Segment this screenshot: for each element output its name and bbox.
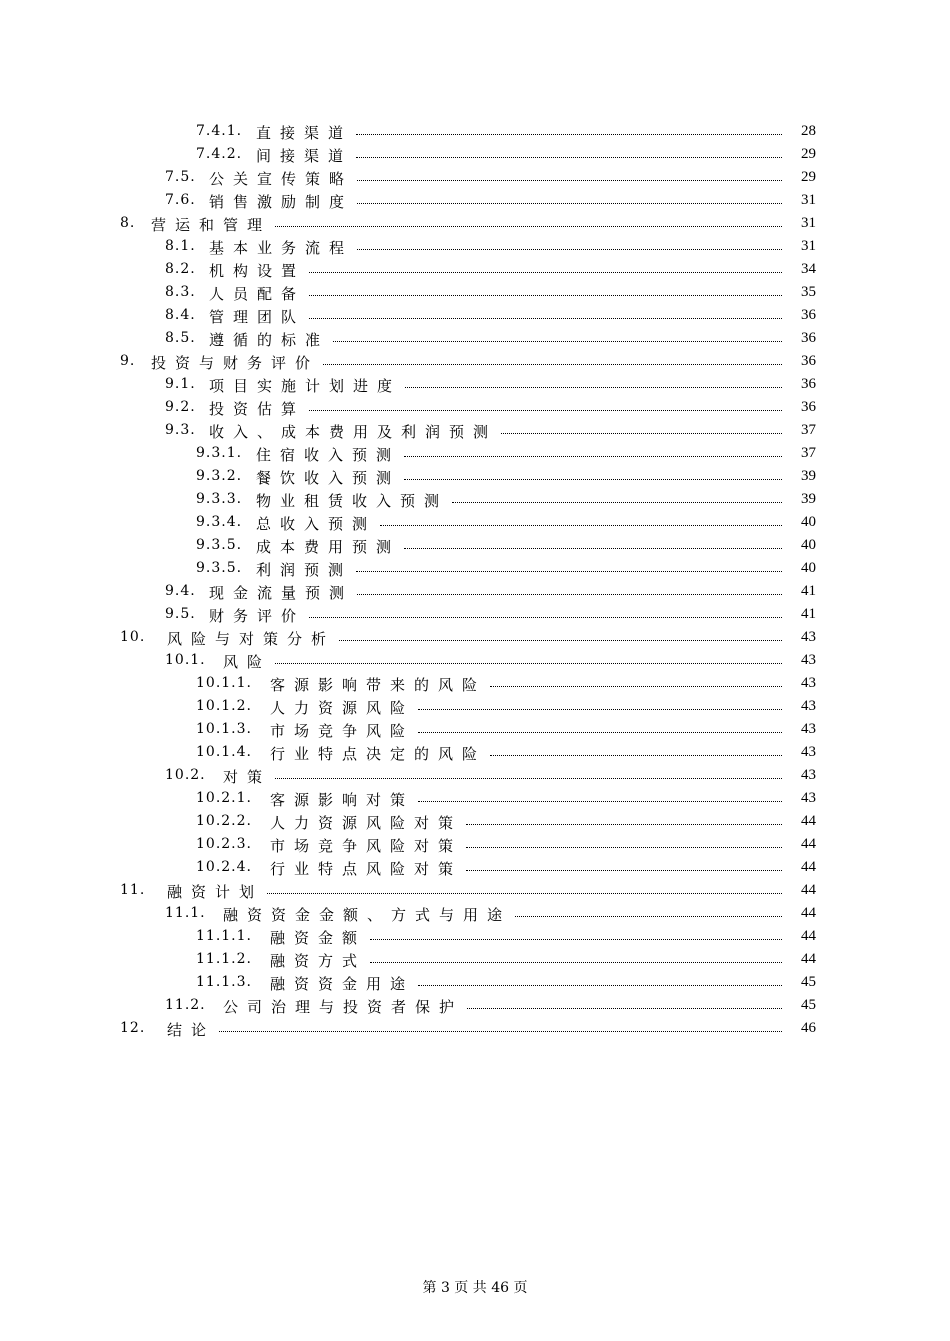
toc-entry[interactable] — [0, 535, 950, 558]
toc-entry-page: 43 — [801, 790, 816, 806]
toc-entry[interactable] — [0, 650, 950, 673]
toc-entry-page: 36 — [801, 330, 816, 346]
toc-entry-page: 31 — [801, 215, 816, 231]
toc-entry-title: 基本业务流程 — [209, 239, 354, 257]
toc-entry[interactable] — [0, 397, 950, 420]
toc-entry[interactable] — [0, 443, 950, 466]
toc-entry[interactable] — [0, 351, 950, 374]
toc-entry-number: 10. — [120, 629, 146, 645]
toc-entry-page: 28 — [801, 123, 816, 139]
toc-entry-page: 44 — [801, 951, 816, 967]
toc-entry-title: 现金流量预测 — [209, 584, 354, 602]
toc-entry[interactable] — [0, 121, 950, 144]
toc-entry[interactable] — [0, 604, 950, 627]
toc-entry-page: 41 — [801, 606, 816, 622]
toc-leader-dots — [275, 663, 782, 664]
toc-entry-title: 风险与对策分析 — [167, 630, 336, 648]
toc-entry-title: 行业特点风险对策 — [270, 860, 463, 878]
toc-entry-title: 营运和管理 — [151, 216, 272, 234]
toc-entry-number: 11.1.2. — [196, 951, 252, 967]
toc-entry-number: 8.1. — [165, 238, 196, 254]
toc-leader-dots — [490, 755, 782, 756]
toc-leader-dots — [467, 1008, 782, 1009]
toc-entry-page: 44 — [801, 905, 816, 921]
toc-leader-dots — [356, 157, 782, 158]
toc-entry-page: 46 — [801, 1020, 816, 1036]
toc-leader-dots — [339, 640, 782, 641]
toc-entry-title: 风险 — [223, 653, 272, 671]
toc-entry-number: 9.1. — [165, 376, 196, 392]
toc-entry-title: 市场竞争风险对策 — [270, 837, 463, 855]
toc-entry-number: 11.1.3. — [196, 974, 252, 990]
toc-entry-page: 44 — [801, 813, 816, 829]
toc-entry[interactable] — [0, 1018, 950, 1041]
toc-entry-title: 直接渠道 — [256, 124, 353, 142]
toc-entry-page: 43 — [801, 767, 816, 783]
toc-entry-number: 9. — [120, 353, 136, 369]
toc-entry-title: 销售激励制度 — [209, 193, 354, 211]
toc-entry[interactable] — [0, 857, 950, 880]
toc-entry[interactable] — [0, 213, 950, 236]
toc-entry[interactable] — [0, 949, 950, 972]
toc-entry-title: 人力资源风险 — [270, 699, 415, 717]
toc-leader-dots — [309, 272, 782, 273]
table-of-contents — [0, 121, 950, 1041]
toc-entry[interactable] — [0, 489, 950, 512]
toc-entry-number: 10.1.1. — [196, 675, 252, 691]
toc-leader-dots — [309, 617, 782, 618]
toc-entry-number: 10.1.4. — [196, 744, 252, 760]
toc-leader-dots — [404, 548, 782, 549]
toc-entry-number: 9.3. — [165, 422, 196, 438]
toc-entry-number: 9.3.1. — [196, 445, 243, 461]
toc-entry-number: 10.1.2. — [196, 698, 252, 714]
toc-entry-page: 44 — [801, 859, 816, 875]
toc-leader-dots — [357, 180, 782, 181]
toc-entry-title: 成本费用预测 — [256, 538, 401, 556]
toc-entry[interactable] — [0, 466, 950, 489]
toc-entry-page: 40 — [801, 514, 816, 530]
toc-leader-dots — [404, 479, 782, 480]
toc-entry-number: 9.5. — [165, 606, 196, 622]
toc-entry[interactable] — [0, 305, 950, 328]
toc-entry[interactable] — [0, 788, 950, 811]
toc-entry-page: 44 — [801, 928, 816, 944]
toc-entry-page: 43 — [801, 698, 816, 714]
toc-leader-dots — [466, 824, 782, 825]
toc-entry-title: 融资资金用途 — [270, 975, 415, 993]
toc-entry-number: 7.6. — [165, 192, 196, 208]
toc-leader-dots — [404, 456, 782, 457]
toc-entry-title: 客源影响带来的风险 — [270, 676, 487, 694]
toc-leader-dots — [357, 203, 782, 204]
toc-entry[interactable] — [0, 696, 950, 719]
toc-entry-title: 客源影响对策 — [270, 791, 415, 809]
toc-entry-title: 人力资源风险对策 — [270, 814, 463, 832]
toc-entry-page: 43 — [801, 744, 816, 760]
toc-entry-number: 12. — [120, 1020, 146, 1036]
toc-entry-title: 间接渠道 — [256, 147, 353, 165]
toc-entry[interactable] — [0, 742, 950, 765]
toc-entry[interactable] — [0, 190, 950, 213]
toc-entry-number: 11.1. — [165, 905, 206, 921]
toc-leader-dots — [466, 870, 782, 871]
toc-entry-number: 9.3.4. — [196, 514, 243, 530]
toc-entry[interactable] — [0, 167, 950, 190]
toc-leader-dots — [405, 387, 782, 388]
toc-entry-number: 10.2. — [165, 767, 206, 783]
toc-entry-page: 37 — [801, 445, 816, 461]
toc-entry-title: 住宿收入预测 — [256, 446, 401, 464]
toc-leader-dots — [357, 249, 782, 250]
toc-leader-dots — [309, 410, 782, 411]
toc-leader-dots — [466, 847, 782, 848]
toc-entry-number: 9.2. — [165, 399, 196, 415]
toc-entry-page: 35 — [801, 284, 816, 300]
toc-leader-dots — [515, 916, 782, 917]
toc-entry-number: 9.4. — [165, 583, 196, 599]
toc-entry-title: 融资计划 — [167, 883, 264, 901]
toc-leader-dots — [309, 295, 782, 296]
toc-entry-number: 9.3.3. — [196, 491, 243, 507]
toc-leader-dots — [275, 226, 782, 227]
toc-entry-title: 行业特点决定的风险 — [270, 745, 487, 763]
toc-entry-number: 10.2.1. — [196, 790, 252, 806]
toc-leader-dots — [356, 571, 782, 572]
toc-entry-page: 36 — [801, 307, 816, 323]
toc-leader-dots — [309, 318, 782, 319]
toc-entry[interactable] — [0, 328, 950, 351]
toc-entry-title: 管理团队 — [209, 308, 306, 326]
toc-entry[interactable] — [0, 926, 950, 949]
toc-entry[interactable] — [0, 144, 950, 167]
toc-entry-title: 融资金额 — [270, 929, 367, 947]
toc-entry-number: 10.1.3. — [196, 721, 252, 737]
toc-entry[interactable] — [0, 834, 950, 857]
toc-leader-dots — [323, 364, 782, 365]
toc-entry-page: 29 — [801, 169, 816, 185]
toc-entry-title: 投资估算 — [209, 400, 306, 418]
toc-entry[interactable] — [0, 719, 950, 742]
toc-entry-title: 利润预测 — [256, 561, 353, 579]
toc-entry-title: 融资资金金额、方式与用途 — [223, 906, 512, 924]
toc-entry-number: 7.4.2. — [196, 146, 243, 162]
toc-entry[interactable] — [0, 581, 950, 604]
toc-entry-title: 投资与财务评价 — [151, 354, 320, 372]
toc-entry-title: 总收入预测 — [256, 515, 377, 533]
toc-entry-number: 8.2. — [165, 261, 196, 277]
toc-entry-title: 公关宣传策略 — [209, 170, 354, 188]
toc-entry[interactable] — [0, 558, 950, 581]
toc-leader-dots — [267, 893, 782, 894]
toc-entry-page: 36 — [801, 399, 816, 415]
toc-entry-page: 40 — [801, 560, 816, 576]
toc-entry-title: 遵循的标准 — [209, 331, 330, 349]
toc-entry-page: 39 — [801, 468, 816, 484]
toc-entry-number: 10.2.3. — [196, 836, 252, 852]
toc-entry[interactable] — [0, 880, 950, 903]
toc-entry-page: 43 — [801, 629, 816, 645]
toc-entry-page: 31 — [801, 192, 816, 208]
toc-entry-page: 45 — [801, 974, 816, 990]
toc-entry-title: 财务评价 — [209, 607, 306, 625]
toc-entry-number: 11.1.1. — [196, 928, 252, 944]
toc-leader-dots — [418, 801, 782, 802]
toc-leader-dots — [370, 939, 782, 940]
toc-leader-dots — [418, 732, 782, 733]
toc-leader-dots — [370, 962, 782, 963]
toc-entry-number: 9.3.5. — [196, 560, 243, 576]
toc-leader-dots — [333, 341, 782, 342]
toc-entry[interactable] — [0, 512, 950, 535]
toc-entry[interactable] — [0, 236, 950, 259]
toc-entry-page: 36 — [801, 376, 816, 392]
page-footer: 第 3 页 共 46 页 — [422, 1280, 528, 1296]
toc-entry-number: 11. — [120, 882, 146, 898]
toc-entry[interactable] — [0, 627, 950, 650]
toc-entry-number: 7.5. — [165, 169, 196, 185]
toc-entry-title: 市场竞争风险 — [270, 722, 415, 740]
toc-entry[interactable] — [0, 765, 950, 788]
toc-leader-dots — [490, 686, 782, 687]
toc-entry-number: 8. — [120, 215, 136, 231]
toc-leader-dots — [501, 433, 782, 434]
toc-entry-number: 10.1. — [165, 652, 206, 668]
toc-leader-dots — [418, 985, 782, 986]
toc-entry-page: 43 — [801, 675, 816, 691]
toc-leader-dots — [356, 134, 782, 135]
toc-leader-dots — [380, 525, 782, 526]
toc-entry[interactable] — [0, 995, 950, 1018]
toc-entry-number: 8.5. — [165, 330, 196, 346]
toc-entry-title: 对策 — [223, 768, 272, 786]
toc-entry-number: 10.2.4. — [196, 859, 252, 875]
toc-entry[interactable] — [0, 972, 950, 995]
toc-entry-title: 结论 — [167, 1021, 216, 1039]
toc-entry-number: 10.2.2. — [196, 813, 252, 829]
toc-entry[interactable] — [0, 259, 950, 282]
toc-entry[interactable] — [0, 420, 950, 443]
toc-entry-page: 44 — [801, 882, 816, 898]
toc-entry-number: 8.4. — [165, 307, 196, 323]
toc-entry[interactable] — [0, 282, 950, 305]
toc-entry-title: 餐饮收入预测 — [256, 469, 401, 487]
toc-entry[interactable] — [0, 374, 950, 397]
toc-entry-page: 39 — [801, 491, 816, 507]
toc-entry[interactable] — [0, 903, 950, 926]
toc-entry-title: 机构设置 — [209, 262, 306, 280]
toc-entry-page: 34 — [801, 261, 816, 277]
toc-entry-page: 43 — [801, 721, 816, 737]
toc-leader-dots — [219, 1031, 782, 1032]
toc-entry[interactable] — [0, 673, 950, 696]
toc-entry-title: 项目实施计划进度 — [209, 377, 402, 395]
toc-entry-number: 9.3.5. — [196, 537, 243, 553]
toc-entry[interactable] — [0, 811, 950, 834]
toc-entry-title: 物业租赁收入预测 — [256, 492, 449, 510]
toc-entry-page: 36 — [801, 353, 816, 369]
toc-entry-number: 11.2. — [165, 997, 206, 1013]
toc-entry-title: 收入、成本费用及利润预测 — [209, 423, 498, 441]
toc-entry-number: 8.3. — [165, 284, 196, 300]
toc-entry-page: 45 — [801, 997, 816, 1013]
toc-leader-dots — [357, 594, 782, 595]
toc-leader-dots — [275, 778, 782, 779]
toc-entry-page: 40 — [801, 537, 816, 553]
toc-entry-page: 37 — [801, 422, 816, 438]
toc-entry-number: 7.4.1. — [196, 123, 243, 139]
toc-entry-page: 29 — [801, 146, 816, 162]
toc-entry-page: 44 — [801, 836, 816, 852]
toc-entry-title: 融资方式 — [270, 952, 367, 970]
toc-entry-number: 9.3.2. — [196, 468, 243, 484]
toc-entry-page: 41 — [801, 583, 816, 599]
toc-entry-page: 43 — [801, 652, 816, 668]
toc-entry-title: 公司治理与投资者保护 — [223, 998, 464, 1016]
toc-leader-dots — [452, 502, 782, 503]
toc-leader-dots — [418, 709, 782, 710]
toc-entry-title: 人员配备 — [209, 285, 306, 303]
toc-entry-page: 31 — [801, 238, 816, 254]
